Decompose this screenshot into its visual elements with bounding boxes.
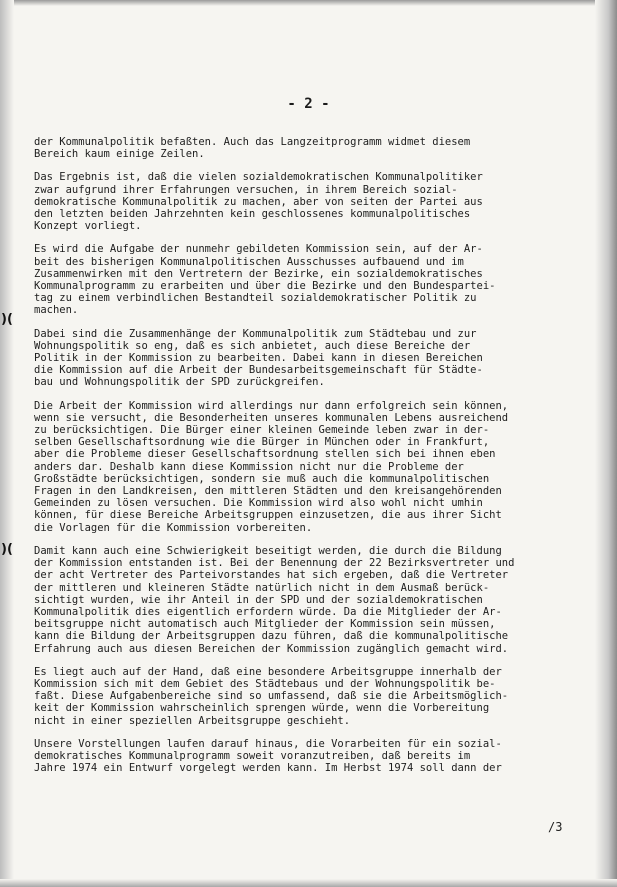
text-line: anders dar. Deshalb kann diese Kommission nicht nur die Probleme der <box>34 460 464 473</box>
text-line: demokratische Kommunalpolitik zu machen, aber von seiten der Partei aus <box>34 195 483 208</box>
text-line: die Vorlagen für die Kommission vorbereiten. <box>34 521 313 534</box>
text-line: Bereich kaum einige Zeilen. <box>34 148 205 161</box>
paragraph <box>34 171 594 232</box>
text-line: Konzept vorliegt. <box>34 220 142 233</box>
text-line: Politik in der Kommission zu bearbeiten. Dabei kann in diesen Bereichen <box>34 352 483 365</box>
text-line: wenn sie versucht, die Besonderheiten unseres kommunalen Lebens ausreichend <box>34 411 509 424</box>
paragraph <box>34 400 594 534</box>
text-line: Es liegt auch auf der Hand, daß eine besondere Arbeitsgruppe innerhalb der <box>34 665 502 678</box>
scan-edge-right <box>595 0 617 887</box>
text-line: aber die Probleme dieser Gesellschaftsordnung stellen sich bei ihnen eben <box>34 448 496 461</box>
text-line: Wohnungspolitik so eng, daß es sich anbietet, auch diese Bereiche der <box>34 339 471 352</box>
paragraph <box>34 545 594 655</box>
paragraph <box>34 738 594 775</box>
text-line: beitsgruppe nicht automatisch auch Mitglieder der Kommission sein müssen, <box>34 618 496 631</box>
text-line: Kommunalprogramm zu erarbeiten und über die Bezirke und den Bundespartei- <box>34 280 496 293</box>
text-line: Dabei sind die Zusammenhänge der Kommunalpolitik zum Städtebau und zur <box>34 327 477 340</box>
text-line: der mittleren und kleineren Städte natürlich nicht in dem Ausmaß berück- <box>34 581 490 594</box>
text-line: Das Ergebnis ist, daß die vielen sozialdemokratischen Kommunalpolitiker <box>34 171 483 184</box>
text-line: Die Arbeit der Kommission wird allerdings nur dann erfolgreich sein können, <box>34 399 509 412</box>
text-line: machen. <box>34 304 79 317</box>
scan-edge-left <box>0 0 14 887</box>
scan-edge-top <box>0 0 617 6</box>
text-line: zu berücksichtigen. Die Bürger einer kleinen Gemeinde leben zwar in der- <box>34 424 490 437</box>
text-line: der Kommunalpolitik befaßten. Auch das Langzeitprogramm widmet diesem <box>34 136 471 148</box>
text-line: Zusammenwirken mit den Vertretern der Bezirke, ein sozialdemokratisches <box>34 267 483 280</box>
text-line: Erfahrung auch aus diesen Bereichen der Kommission zugänglich gemacht wird. <box>34 642 509 655</box>
continuation-marker: /3 <box>548 820 563 834</box>
text-line: kann die Bildung der Arbeitsgruppen dazu führen, daß die kommunalpolitische <box>34 630 509 643</box>
text-line: nicht in einer speziellen Arbeitsgruppe geschieht. <box>34 714 351 727</box>
text-line: Großstädte berücksichtigen, sondern sie muß auch die kommunalpolitischen <box>34 472 490 485</box>
text-line: die Kommission auf die Arbeit der Bundesarbeitsgemeinschaft für Städte- <box>34 364 483 377</box>
paragraph <box>34 328 594 389</box>
paragraph <box>34 666 594 727</box>
text-line: demokratisches Kommunalprogramm soweit voranzutreiben, daß bereits im <box>34 749 471 762</box>
text-line: der acht Vertreter des Parteivorstandes hat sich ergeben, daß die Vertreter <box>34 569 509 582</box>
text-line: sichtigt wurden, wie ihr Anteil in der SPD und der sozialdemokratischen <box>34 593 483 606</box>
paragraph <box>34 243 594 316</box>
text-line: zwar aufgrund ihrer Erfahrungen versuchen, in ihrem Bereich sozial- <box>34 183 458 196</box>
text-line: beit des bisherigen Kommunalpolitischen Ausschusses aufbauend und im <box>34 255 464 268</box>
text-line: keit der Kommission wahrscheinlich sprengen würde, wenn die Vorbereitung <box>34 702 490 715</box>
text-line: Fragen in den Landkreisen, den mittleren Städten und den kreisangehörenden <box>34 485 502 498</box>
text-line: können, für diese Bereiche Arbeitsgruppen einzusetzen, die aus ihrer Sicht <box>34 509 502 522</box>
text-line: bau und Wohnungspolitik der SPD zurückgreifen. <box>34 376 325 389</box>
text-line: faßt. Diese Aufgabenbereiche sind so umfassend, daß sie die Arbeitsmöglich- <box>34 690 509 703</box>
text-line: Kommunalpolitik dies eigentlich erfordern würde. Da die Mitglieder der Ar- <box>34 605 502 618</box>
paragraph <box>34 136 594 160</box>
scan-edge-bottom <box>0 879 617 887</box>
text-line: tag zu einem verbindlichen Bestandteil sozialdemokratischer Politik zu <box>34 292 477 305</box>
document-body <box>34 136 594 785</box>
text-line: Es wird die Aufgabe der nunmehr gebildeten Kommission sein, auf der Ar- <box>34 243 483 256</box>
text-line: den letzten beiden Jahrzehnten kein geschlossenes kommunalpolitisches <box>34 208 471 221</box>
page-number: - 2 - <box>287 96 330 112</box>
text-line: Damit kann auch eine Schwierigkeit beseitigt werden, die durch die Bildung <box>34 544 502 557</box>
text-line: Unsere Vorstellungen laufen darauf hinaus, die Vorarbeiten für ein sozial- <box>34 737 502 750</box>
text-line: der Kommission entstanden ist. Bei der Benennung der 22 Bezirksvertreter und <box>34 557 515 570</box>
text-line: Kommission sich mit dem Gebiet des Städtebaus und der Wohnungspolitik be- <box>34 677 496 690</box>
text-line: selben Gesellschaftsordnung wie die Bürger in München oder in Frankfurt, <box>34 436 490 449</box>
punch-hole-mark-icon: )( <box>1 312 13 327</box>
punch-hole-mark-icon: )( <box>1 542 13 557</box>
text-line: Gemeinden zu lösen versuchen. Die Kommission wird also wohl nicht umhin <box>34 497 483 510</box>
text-line: Jahre 1974 ein Entwurf vorgelegt werden kann. Im Herbst 1974 soll dann der <box>34 762 502 775</box>
